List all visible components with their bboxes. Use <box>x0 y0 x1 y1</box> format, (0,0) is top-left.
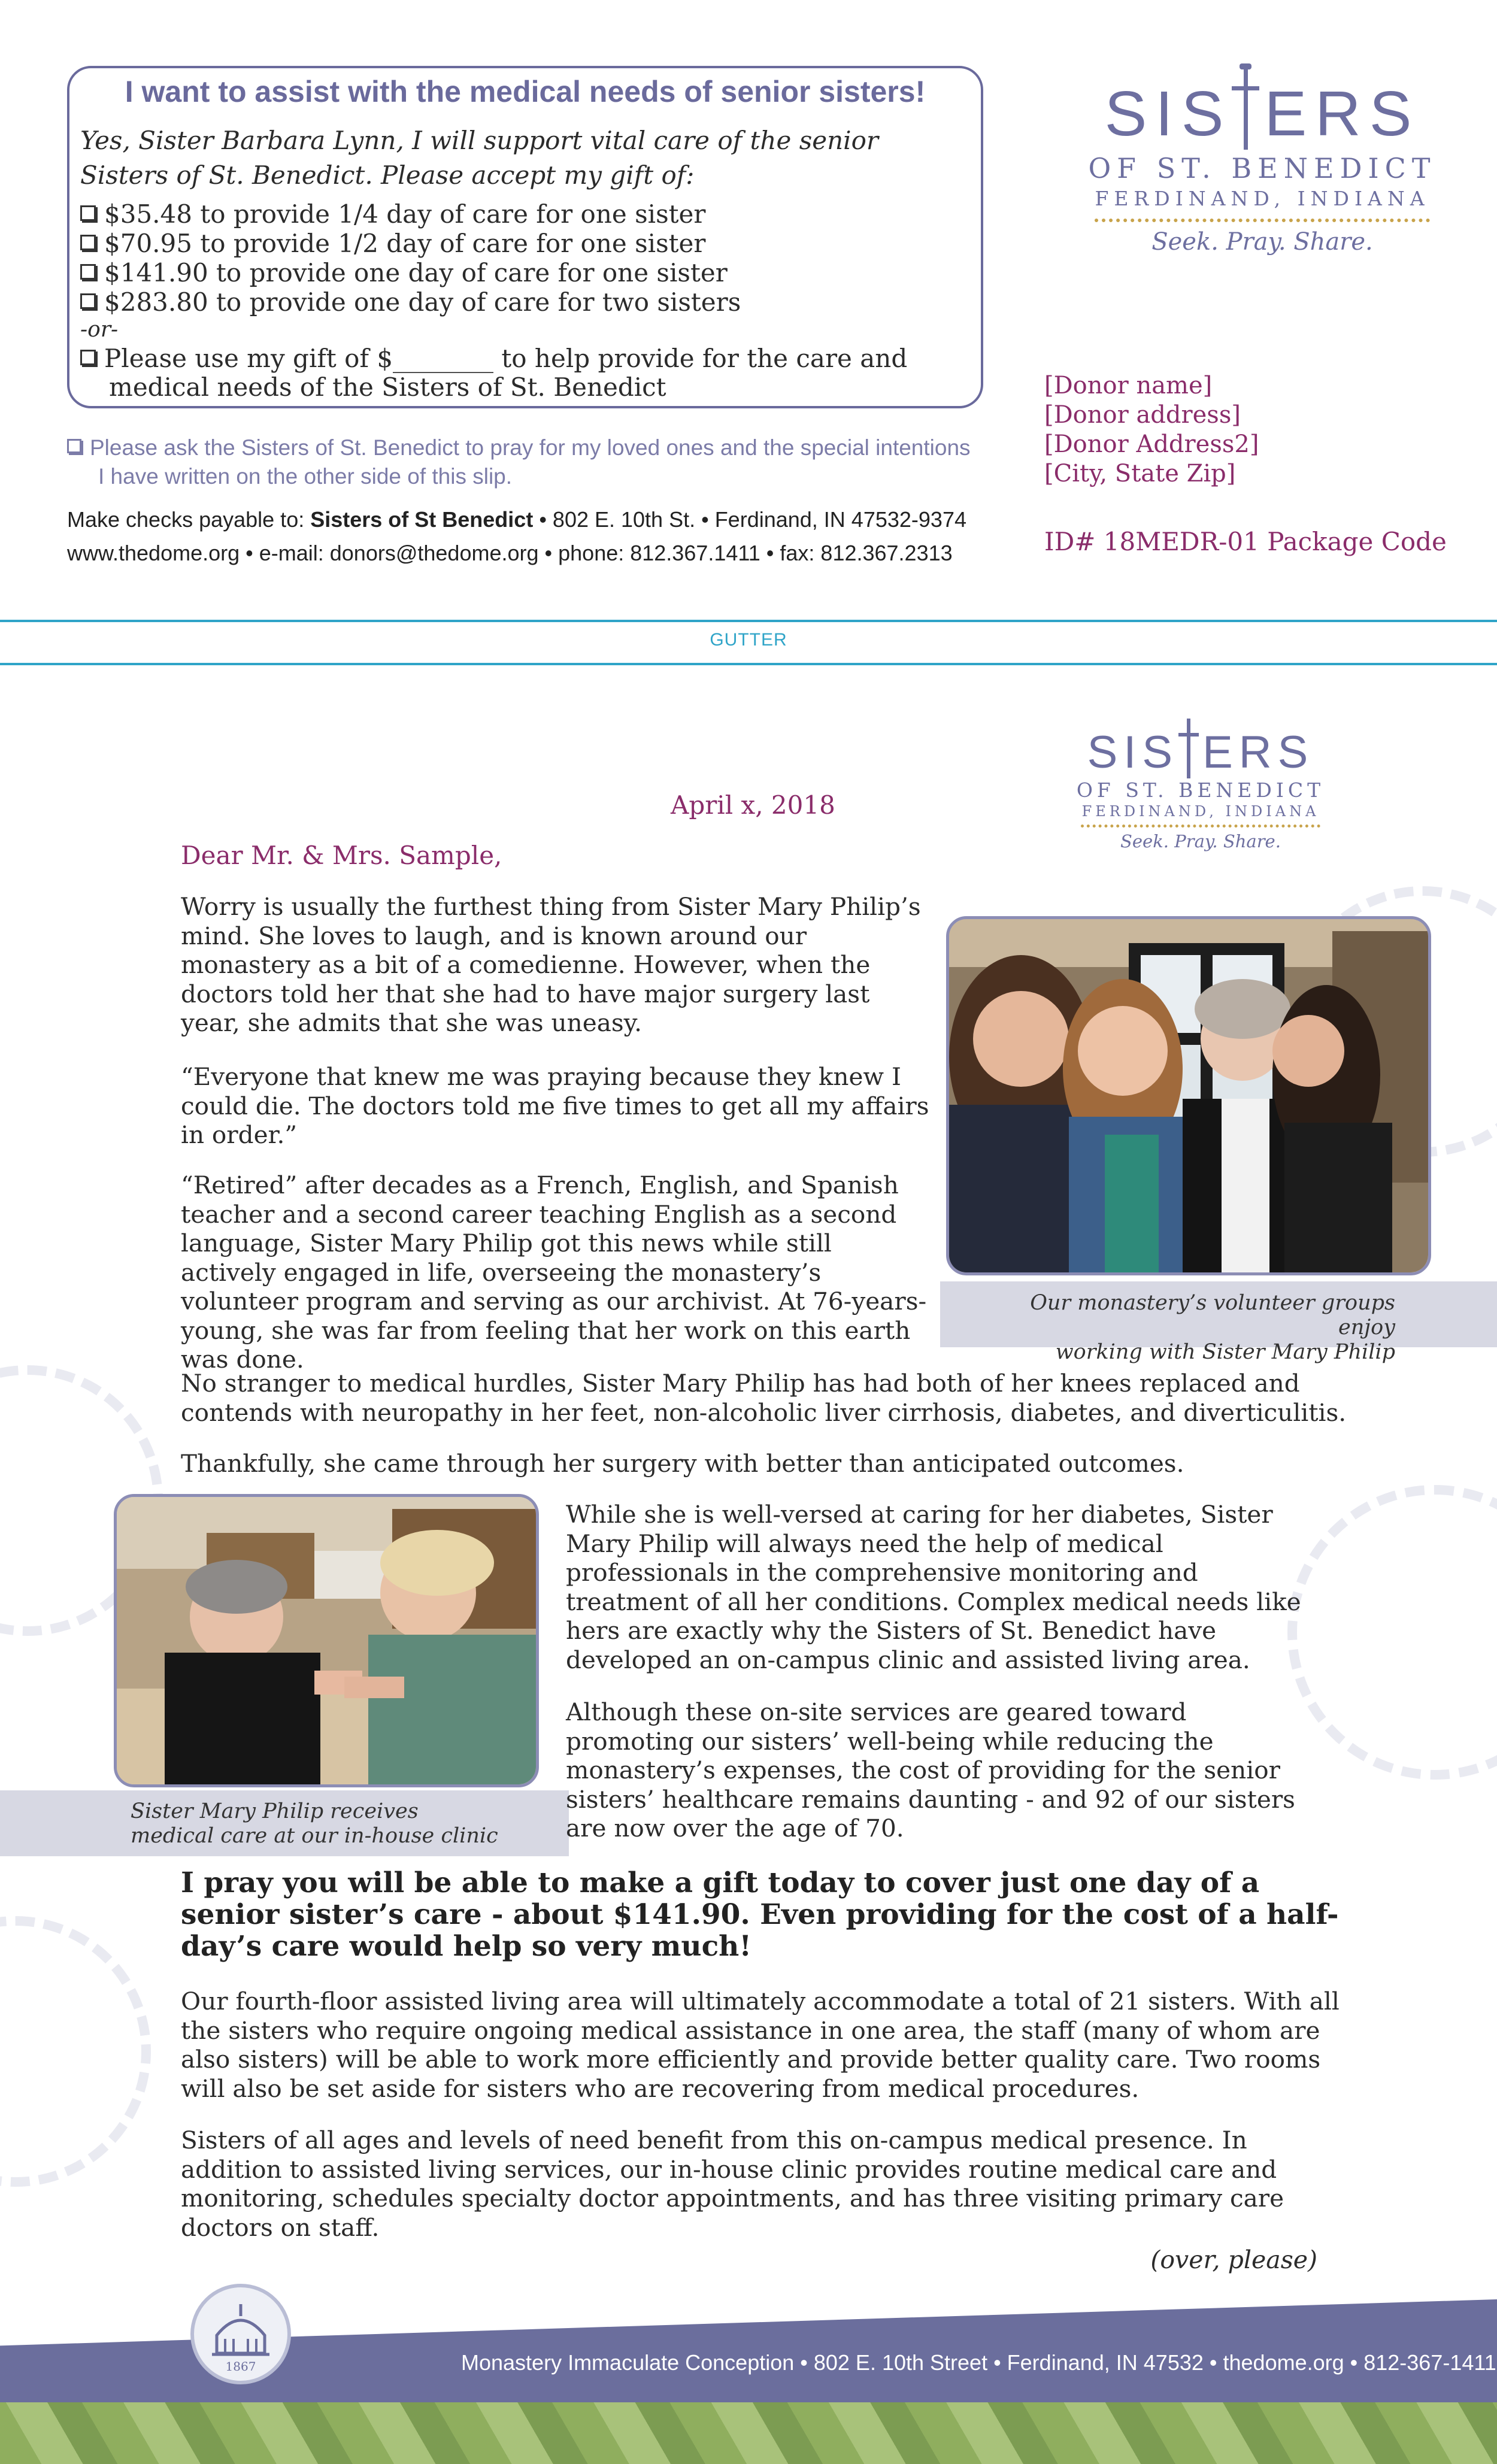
prayer-line2: I have written on the other side of this slip. <box>98 464 513 489</box>
prayer-request-option[interactable] <box>67 434 1013 491</box>
logo-line3: FERDINAND, INDIANA <box>1095 187 1430 210</box>
gift-option-label: $283.80 to provide one day of care for two sisters <box>104 287 741 317</box>
caption2-line2: medical care at our in-house clinic <box>131 1824 498 1848</box>
monastery-seal <box>190 2284 291 2384</box>
footer-address: Monastery Immaculate Conception • 802 E. 10th Street • Ferdinand, IN 47532 • thedome.org • 812-367-1411 <box>461 2350 1496 2375</box>
gutter-label: GUTTER <box>710 630 787 650</box>
reply-slip-intro: Yes, Sister Barbara Lynn, I will support vital care of the senior Sisters of St. Benedict. Please accept my gift of: <box>80 126 878 190</box>
logo-tagline: Seek. Pray. Share. <box>1151 228 1373 256</box>
paragraph-8: Our fourth-floor assisted living area will ultimately accommodate a total of 21 sisters. With all the sisters who require ongoing medical assistance in one area, the staff (many of whom are also sisters) will be able to work more efficiently and provide better quality care. Two rooms will also be set aside for sisters who are recovering from medical procedures. <box>181 1987 1340 2103</box>
prayer-line1: Please ask the Sisters of St. Benedict to pray for my loved ones and the special intentions <box>90 435 971 460</box>
sisters-logo-letterhead <box>1069 719 1332 851</box>
paragraph-9: Sisters of all ages and levels of need benefit from this on-campus medical presence. In addition to assisted living services, our in-house clinic provides routine medical care and monitoring, schedules specialty doctor appointments, and has three visiting primary care doctors on staff. <box>181 2126 1284 2242</box>
logo-dotted-rule <box>1095 219 1430 222</box>
sisters-logo-top <box>1083 66 1442 256</box>
paragraph-7: Although these on-site services are geared toward promoting our sisters’ well-being while reducing the monastery’s expenses, the cost of providing for the senior sisters’ healthcare remains daunting - and 92 of our sisters are now over the age of 70. <box>566 1698 1295 1842</box>
donor-address2: [Donor Address2] <box>1044 431 1259 458</box>
letter-date: April x, 2018 <box>671 790 835 820</box>
clinic-photo-image <box>117 1497 536 1784</box>
gutter-line-bottom <box>0 663 1497 665</box>
photo-caption-2 <box>131 1799 514 1848</box>
contact-line: www.thedome.org • e-mail: donors@thedome.org • phone: 812.367.1411 • fax: 812.367.2313 <box>67 541 953 565</box>
package-id: ID# 18MEDR-01 Package Code <box>1044 527 1447 556</box>
logo-line2: OF ST. BENEDICT <box>1076 778 1325 802</box>
volunteers-photo-image <box>949 919 1428 1272</box>
gift-option-half-day[interactable] <box>80 229 705 259</box>
logo-name-right: ERS <box>1264 78 1420 149</box>
logo-tagline: Seek. Pray. Share. <box>1120 831 1281 851</box>
paragraph-4: No stranger to medical hurdles, Sister Mary Philip has had both of her knees replaced and contends with neuropathy in her feet, non-alcoholic liver cirrhosis, diabetes, and diverticulitis. <box>181 1369 1347 1427</box>
logo-line2: OF ST. BENEDICT <box>1088 152 1437 184</box>
payable-address: • 802 E. 10th St. • Ferdinand, IN 47532-9374 <box>533 507 966 532</box>
donor-address: [Donor address] <box>1044 401 1241 429</box>
checkbox-icon[interactable] <box>80 235 96 250</box>
logo-wordmark <box>1083 66 1442 150</box>
paragraph-6: While she is well-versed at caring for her diabetes, Sister Mary Philip will always need the help of medical professionals in the comprehensive monitoring and treatment of all her conditions. Complex medical needs like hers are exactly why the Sisters of St. Benedict have developed an on-campus clinic and assisted living area. <box>566 1500 1301 1674</box>
gift-option-quarter-day[interactable] <box>80 199 705 229</box>
over-please: (over, please) <box>1150 2245 1317 2274</box>
checkbox-icon[interactable] <box>80 205 96 221</box>
donor-name: [Donor name] <box>1044 372 1213 399</box>
seal-year: 1867 <box>225 2359 256 2374</box>
gift-option-one-day[interactable] <box>80 258 728 288</box>
other-amount-line1: Please use my gift of $________ to help provide for the care and <box>104 344 908 373</box>
paragraph-1: Worry is usually the furthest thing from Sister Mary Philip’s mind. She loves to laugh, and is known around our monastery as a bit of a comedienne. However, when the doctors told her that she had to have major surgery last year, she admits that she was uneasy. <box>181 892 921 1037</box>
gutter-line-top <box>0 620 1497 622</box>
payable-name: Sisters of St Benedict <box>310 507 534 532</box>
caption2-line1: Sister Mary Philip receives <box>131 1799 419 1823</box>
payable-prefix: Make checks payable to: <box>67 507 311 532</box>
gift-option-other-amount[interactable] <box>80 344 966 402</box>
caption1-line1: Our monastery’s volunteer groups enjoy <box>1030 1291 1395 1339</box>
logo-dotted-rule <box>1081 825 1320 828</box>
paragraph-5: Thankfully, she came through her surgery with better than anticipated outcomes. <box>181 1449 1184 1478</box>
decorative-swirl <box>1287 1485 1497 1780</box>
footer-pattern <box>0 2402 1497 2464</box>
reply-slip-heading: I want to assist with the medical needs of senior sisters! <box>125 75 926 108</box>
logo-name-left: SIS <box>1104 78 1232 149</box>
checkbox-icon[interactable] <box>80 264 96 280</box>
donor-address-block <box>1044 371 1259 489</box>
checkbox-icon[interactable] <box>67 439 81 453</box>
cross-icon <box>1178 719 1199 778</box>
paragraph-3: “Retired” after decades as a French, English, and Spanish teacher and a second career teaching English as a second language, Sister Mary Philip got this news while still actively engaged in life, overseeing the monastery’s volunteer program and serving as our archivist. At 76-years-young, she was far from feeling that her work on this earth was done. <box>181 1171 927 1374</box>
or-separator: -or- <box>80 317 119 342</box>
other-amount-line2: medical needs of the Sisters of St. Benedict <box>109 372 666 402</box>
payment-info <box>67 503 966 570</box>
gift-option-label: $141.90 to provide one day of care for one sister <box>104 258 728 287</box>
appeal-paragraph: I pray you will be able to make a gift today to cover just one day of a senior sister’s care - about $141.90. Even providing for the cost of a half-day’s care would help so very much! <box>181 1866 1339 1963</box>
gift-option-two-sisters[interactable] <box>80 287 741 317</box>
volunteers-photo <box>946 916 1431 1275</box>
logo-name-left: SIS <box>1087 727 1179 778</box>
caption1-line2: working with Sister Mary Philip <box>1055 1340 1395 1364</box>
logo-wordmark <box>1069 719 1332 778</box>
clinic-photo <box>114 1494 539 1787</box>
salutation: Dear Mr. & Mrs. Sample, <box>181 841 502 870</box>
checkbox-icon[interactable] <box>80 293 96 309</box>
gift-option-label: $35.48 to provide 1/4 day of care for one sister <box>104 199 706 229</box>
checkbox-icon[interactable] <box>80 350 96 365</box>
cross-icon <box>1232 66 1259 150</box>
photo-caption-1 <box>982 1291 1395 1365</box>
decorative-swirl <box>0 1916 151 2187</box>
gift-option-label: $70.95 to provide 1/2 day of care for one sister <box>104 229 706 258</box>
logo-line3: FERDINAND, INDIANA <box>1081 803 1320 820</box>
paragraph-2: “Everyone that knew me was praying because they knew I could die. The doctors told me five times to get all my affairs in order.” <box>181 1062 929 1149</box>
logo-name-right: ERS <box>1202 727 1314 778</box>
donor-city-state-zip: [City, State Zip] <box>1044 460 1236 487</box>
